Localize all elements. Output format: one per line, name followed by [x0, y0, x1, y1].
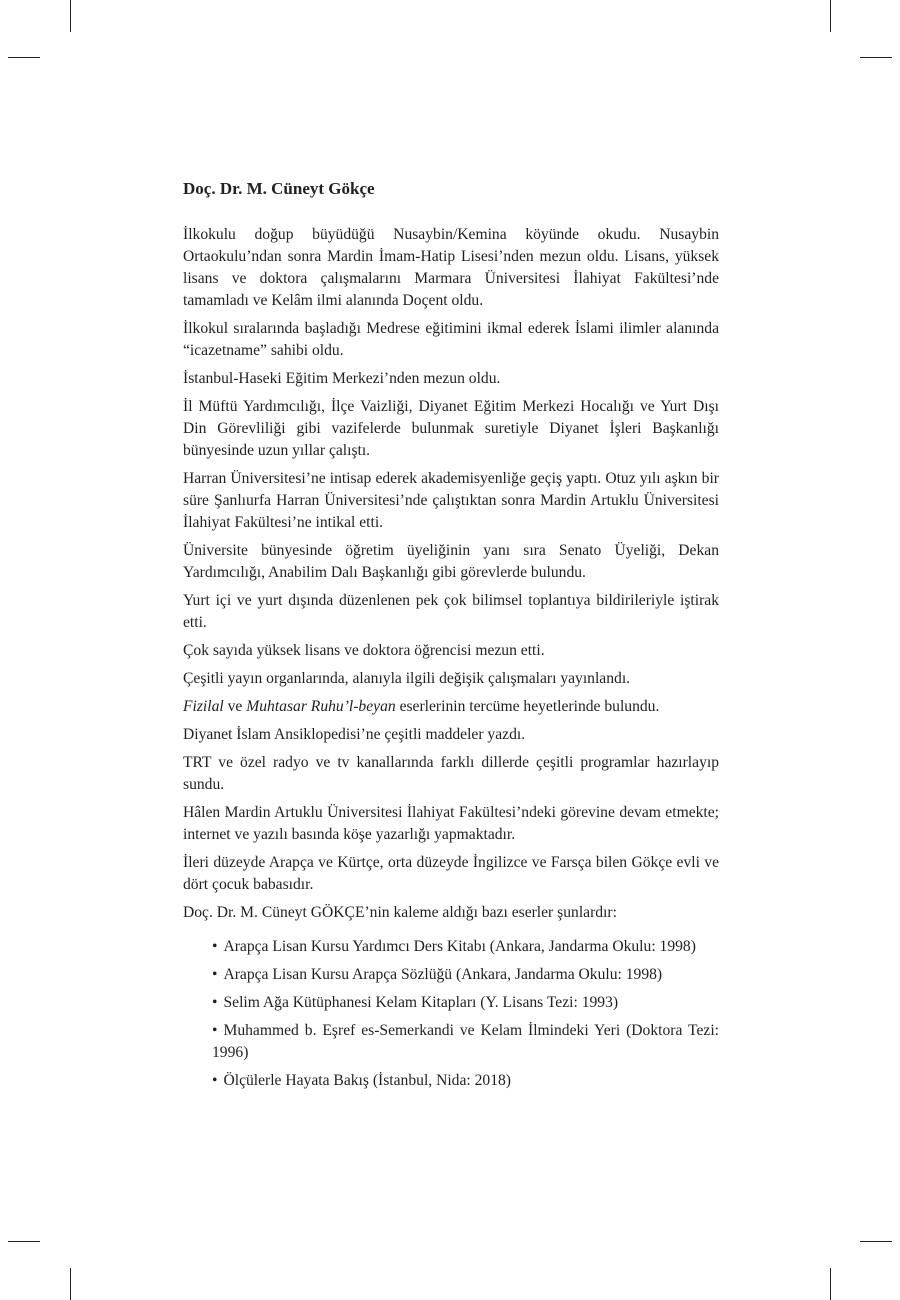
- paragraph-students: Çok sayıda yüksek lisans ve doktora öğrencisi mezun etti.: [183, 642, 545, 659]
- work-text: Ölçülerle Hayata Bakış (İstanbul, Nida: 2018): [223, 1072, 512, 1089]
- work-title-fizilal: Fizilal: [183, 698, 224, 715]
- paragraph-translations: [183, 696, 719, 718]
- author-name-heading: Doç. Dr. M. Cüneyt Gökçe: [183, 179, 375, 198]
- paragraph-harran: Harran Üniversitesi’ne intisap ederek akademisyenliğe geçiş yaptı. Otuz yılı aşkın bir süre Şanlıurfa Harran Üniversitesi’nde çalıştıktan sonra Mardin Artuklu Üniversitesi İlahiyat Fakültesi’ne intikal etti.: [183, 470, 719, 531]
- list-item: [212, 992, 719, 1014]
- work-text: Arapça Lisan Kursu Yardımcı Ders Kitabı (Ankara, Jandarma Okulu: 1998): [223, 938, 696, 955]
- paragraph-current-position: Hâlen Mardin Artuklu Üniversitesi İlahiyat Fakültesi’ndeki görevine devam etmekte; internet ve yazılı basında köşe yazarlığı yapmaktadır.: [183, 804, 719, 843]
- work-title-muhtasar: Muhtasar Ruhu’l-beyan: [246, 698, 396, 715]
- paragraph-languages-family: İleri düzeyde Arapça ve Kürtçe, orta düzeyde İngilizce ve Farsça bilen Gökçe evli ve dört çocuk babasıdır.: [183, 854, 719, 893]
- paragraph-madrasa: İlkokul sıralarında başladığı Medrese eğitimini ikmal ederek İslami ilimler alanında “icazetname” sahibi oldu.: [183, 320, 719, 359]
- crop-mark-top-right: [830, 0, 831, 32]
- crop-mark-bottom-right: [830, 1268, 831, 1300]
- biography-page: [183, 176, 719, 1098]
- list-item: [212, 936, 719, 958]
- paragraph-publications: Çeşitli yayın organlarında, alanıyla ilgili değişik çalışmaları yayınlandı.: [183, 670, 631, 687]
- paragraph-diyanet: İl Müftü Yardımcılığı, İlçe Vaizliği, Diyanet Eğitim Merkezi Hocalığı ve Yurt Dışı Din Görevliliği gibi vazifelerde bulunmak suretiyle Diyanet İşleri Başkanlığı bünyesinde uzun yıllar çalıştı.: [183, 398, 719, 459]
- bullet-icon: •: [212, 938, 218, 955]
- work-text: Arapça Lisan Kursu Arapça Sözlüğü (Ankara, Jandarma Okulu: 1998): [223, 966, 663, 983]
- crop-mark-bottom-left: [70, 1268, 71, 1300]
- paragraph-encyclopedia: Diyanet İslam Ansiklopedisi’ne çeşitli maddeler yazdı.: [183, 726, 526, 743]
- list-item: [212, 1020, 719, 1064]
- paragraph-broadcasting: TRT ve özel radyo ve tv kanallarında farklı dillerde çeşitli programlar hazırlayıp sundu.: [183, 754, 719, 793]
- bullet-icon: •: [212, 966, 218, 983]
- paragraph-haseki: İstanbul-Haseki Eğitim Merkezi’nden mezun oldu.: [183, 370, 501, 387]
- bullet-icon: •: [212, 1022, 218, 1039]
- connector-text: ve: [223, 698, 247, 715]
- crop-mark-left-top: [8, 57, 40, 58]
- crop-mark-right-top: [860, 57, 892, 58]
- list-item: [212, 964, 719, 986]
- list-item: [212, 1070, 719, 1092]
- crop-mark-top-left: [70, 0, 71, 32]
- paragraph-university-roles: Üniversite bünyesinde öğretim üyeliğinin yanı sıra Senato Üyeliği, Dekan Yardımcılığı, Anabilim Dalı Başkanlığı gibi görevlerde bulundu.: [183, 542, 719, 581]
- translation-rest-text: eserlerinin tercüme heyetlerinde bulundu.: [395, 698, 660, 715]
- crop-mark-right-bottom: [860, 1241, 892, 1242]
- paragraph-works-intro: Doç. Dr. M. Cüneyt GÖKÇE’nin kaleme aldığı bazı eserler şunlardır:: [183, 904, 617, 921]
- work-text: Selim Ağa Kütüphanesi Kelam Kitapları (Y. Lisans Tezi: 1993): [223, 994, 619, 1011]
- crop-mark-left-bottom: [8, 1241, 40, 1242]
- work-text: Muhammed b. Eşref es-Semerkandi ve Kelam İlmindeki Yeri (Doktora Tezi: 1996): [212, 1022, 719, 1061]
- paragraph-education: İlkokulu doğup büyüdüğü Nusaybin/Kemina köyünde okudu. Nusaybin Ortaokulu’ndan sonra Mardin İmam-Hatip Lisesi’nden mezun oldu. Lisans, yüksek lisans ve doktora çalışmalarını Marmara Üniversitesi İlahiyat Fakültesi’nde tamamladı ve Kelâm ilmi alanında Doçent oldu.: [183, 226, 719, 309]
- paragraph-conferences: Yurt içi ve yurt dışında düzenlenen pek çok bilimsel toplantıya bildirileriyle iştirak etti.: [183, 592, 719, 631]
- works-list: [183, 936, 719, 1092]
- bullet-icon: •: [212, 1072, 218, 1089]
- bullet-icon: •: [212, 994, 218, 1011]
